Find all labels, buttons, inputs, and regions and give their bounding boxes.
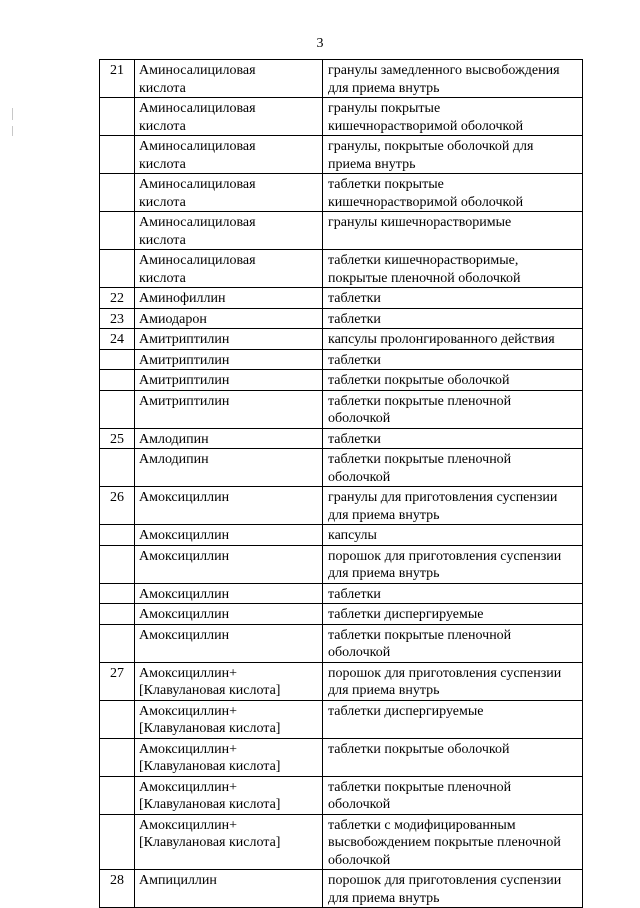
dosage-form-cell: порошок для приготовления суспензии для приема внутрь (323, 545, 583, 583)
drug-name-cell: Ампициллин (135, 870, 323, 908)
row-number-cell (100, 349, 135, 370)
row-number-cell (100, 583, 135, 604)
table-row (100, 449, 583, 487)
drug-name-cell: Амоксициллин+ [Клавулановая кислота] (135, 738, 323, 776)
row-number-cell (100, 136, 135, 174)
scan-margin-mark (12, 108, 13, 120)
drug-name-cell: Амоксициллин (135, 487, 323, 525)
page-number: 3 (316, 36, 324, 51)
row-number-cell: 25 (100, 428, 135, 449)
drug-name-cell: Амитриптилин (135, 370, 323, 391)
row-number-cell (100, 212, 135, 250)
table-row (100, 700, 583, 738)
row-number-cell (100, 814, 135, 870)
scan-margin-mark (12, 126, 13, 136)
dosage-form-cell: таблетки покрытые пленочной оболочкой (323, 776, 583, 814)
table-row (100, 329, 583, 350)
drug-name-cell: Амлодипин (135, 428, 323, 449)
drug-table (99, 59, 583, 908)
drug-name-cell: Амоксициллин (135, 624, 323, 662)
dosage-form-cell: таблетки покрытые пленочной оболочкой (323, 624, 583, 662)
table-row (100, 288, 583, 309)
row-number-cell: 28 (100, 870, 135, 908)
table-row (100, 428, 583, 449)
table-row (100, 174, 583, 212)
dosage-form-cell: гранулы покрытые кишечнорастворимой оболочкой (323, 98, 583, 136)
dosage-form-cell: таблетки покрытые оболочкой (323, 738, 583, 776)
table-row (100, 250, 583, 288)
table-row (100, 545, 583, 583)
row-number-cell (100, 525, 135, 546)
dosage-form-cell: таблетки покрытые оболочкой (323, 370, 583, 391)
drug-name-cell: Аминосалициловая кислота (135, 250, 323, 288)
row-number-cell (100, 174, 135, 212)
row-number-cell (100, 738, 135, 776)
table-row (100, 349, 583, 370)
table-row (100, 390, 583, 428)
table-row (100, 662, 583, 700)
row-number-cell: 22 (100, 288, 135, 309)
row-number-cell (100, 370, 135, 391)
drug-name-cell: Амиодарон (135, 308, 323, 329)
table-row (100, 624, 583, 662)
dosage-form-cell: капсулы (323, 525, 583, 546)
row-number-cell (100, 449, 135, 487)
dosage-form-cell: таблетки покрытые пленочной оболочкой (323, 390, 583, 428)
drug-name-cell: Амоксициллин (135, 583, 323, 604)
table-row (100, 738, 583, 776)
table-row (100, 370, 583, 391)
drug-name-cell: Аминосалициловая кислота (135, 98, 323, 136)
row-number-cell (100, 776, 135, 814)
table-row (100, 583, 583, 604)
drug-name-cell: Амоксициллин+ [Клавулановая кислота] (135, 776, 323, 814)
row-number-cell (100, 390, 135, 428)
drug-name-cell: Амоксициллин+ [Клавулановая кислота] (135, 662, 323, 700)
table-row (100, 814, 583, 870)
drug-name-cell: Амитриптилин (135, 349, 323, 370)
drug-name-cell: Амлодипин (135, 449, 323, 487)
dosage-form-cell: гранулы замедленного высвобождения для приема внутрь (323, 60, 583, 98)
row-number-cell (100, 604, 135, 625)
drug-name-cell: Аминосалициловая кислота (135, 174, 323, 212)
dosage-form-cell: гранулы, покрытые оболочкой для приема внутрь (323, 136, 583, 174)
dosage-form-cell: порошок для приготовления суспензии для приема внутрь (323, 870, 583, 908)
drug-name-cell: Аминосалициловая кислота (135, 60, 323, 98)
row-number-cell: 27 (100, 662, 135, 700)
row-number-cell: 21 (100, 60, 135, 98)
dosage-form-cell: таблетки (323, 288, 583, 309)
drug-name-cell: Амоксициллин (135, 545, 323, 583)
row-number-cell (100, 545, 135, 583)
row-number-cell (100, 624, 135, 662)
drug-name-cell: Амоксициллин+ [Клавулановая кислота] (135, 700, 323, 738)
dosage-form-cell: капсулы пролонгированного действия (323, 329, 583, 350)
dosage-form-cell: таблетки (323, 428, 583, 449)
table-row (100, 776, 583, 814)
drug-name-cell: Амитриптилин (135, 329, 323, 350)
table-row (100, 308, 583, 329)
drug-name-cell: Аминофиллин (135, 288, 323, 309)
drug-name-cell: Аминосалициловая кислота (135, 212, 323, 250)
table-row (100, 60, 583, 98)
drug-name-cell: Аминосалициловая кислота (135, 136, 323, 174)
table-row (100, 604, 583, 625)
table-row (100, 870, 583, 908)
table-row (100, 98, 583, 136)
dosage-form-cell: таблетки с модифицированным высвобождением покрытые пленочной оболочкой (323, 814, 583, 870)
drug-table-body (100, 60, 583, 908)
row-number-cell: 24 (100, 329, 135, 350)
dosage-form-cell: гранулы для приготовления суспензии для приема внутрь (323, 487, 583, 525)
dosage-form-cell: таблетки диспергируемые (323, 604, 583, 625)
dosage-form-cell: таблетки диспергируемые (323, 700, 583, 738)
drug-name-cell: Амоксициллин (135, 604, 323, 625)
row-number-cell (100, 98, 135, 136)
dosage-form-cell: таблетки (323, 308, 583, 329)
drug-name-cell: Амитриптилин (135, 390, 323, 428)
dosage-form-cell: таблетки (323, 349, 583, 370)
row-number-cell: 23 (100, 308, 135, 329)
dosage-form-cell: таблетки покрытые кишечнорастворимой оболочкой (323, 174, 583, 212)
dosage-form-cell: таблетки покрытые пленочной оболочкой (323, 449, 583, 487)
table-row (100, 525, 583, 546)
dosage-form-cell: гранулы кишечнорастворимые (323, 212, 583, 250)
table-row (100, 212, 583, 250)
row-number-cell: 26 (100, 487, 135, 525)
dosage-form-cell: таблетки кишечнорастворимые, покрытые пленочной оболочкой (323, 250, 583, 288)
dosage-form-cell: порошок для приготовления суспензии для приема внутрь (323, 662, 583, 700)
row-number-cell (100, 250, 135, 288)
table-row (100, 487, 583, 525)
drug-name-cell: Амоксициллин (135, 525, 323, 546)
row-number-cell (100, 700, 135, 738)
table-row (100, 136, 583, 174)
dosage-form-cell: таблетки (323, 583, 583, 604)
drug-name-cell: Амоксициллин+ [Клавулановая кислота] (135, 814, 323, 870)
